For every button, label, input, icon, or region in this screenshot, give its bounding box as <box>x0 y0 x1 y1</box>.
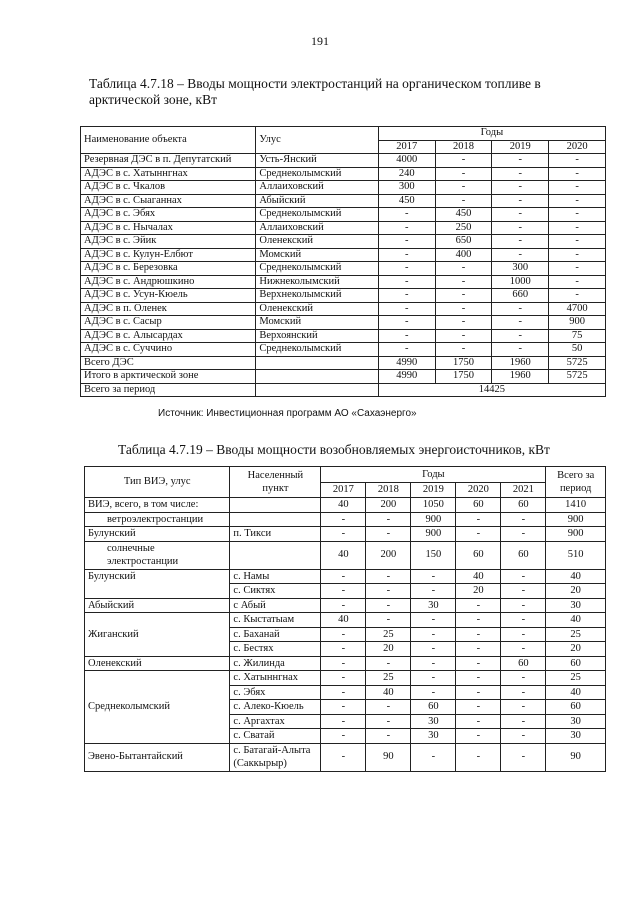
value-cell: - <box>501 714 546 729</box>
value-cell: - <box>378 235 435 249</box>
value-cell: - <box>492 181 549 195</box>
table-row <box>81 383 606 397</box>
value-cell: - <box>549 289 606 303</box>
object-name-cell: АДЭС в п. Оленек <box>81 302 256 316</box>
value-cell: 5725 <box>549 356 606 370</box>
value-cell: - <box>411 613 456 628</box>
value-cell: - <box>435 343 492 357</box>
ulus-cell: Среднеколымский <box>256 262 378 276</box>
settlement-cell <box>230 512 321 527</box>
power-plants-table <box>80 126 606 397</box>
value-cell: - <box>435 194 492 208</box>
value-cell: 40 <box>366 685 411 700</box>
ulus-cell: Момский <box>256 248 378 262</box>
period-total-label: Всего за период <box>81 383 256 397</box>
value-cell: 1000 <box>492 275 549 289</box>
value-cell: 900 <box>411 527 456 542</box>
column-header-settlement: Населенный пункт <box>230 467 321 498</box>
value-cell: - <box>435 316 492 330</box>
column-header-name: Наименование объекта <box>81 127 256 154</box>
value-cell: - <box>492 329 549 343</box>
value-cell: 400 <box>435 248 492 262</box>
value-cell: 660 <box>492 289 549 303</box>
value-cell: - <box>435 289 492 303</box>
settlement-cell: с. Эбях <box>230 685 321 700</box>
value-cell: - <box>549 248 606 262</box>
value-cell: - <box>378 208 435 222</box>
value-cell: 60 <box>501 541 546 569</box>
value-cell: 1050 <box>411 498 456 513</box>
type-ulus-cell: Оленекский <box>85 656 230 671</box>
object-name-cell: АДЭС в с. Эбях <box>81 208 256 222</box>
value-cell: 450 <box>435 208 492 222</box>
table-row <box>81 167 606 181</box>
type-ulus-cell: Среднеколымский <box>85 671 230 744</box>
value-cell: - <box>321 512 366 527</box>
value-cell: - <box>549 275 606 289</box>
table-row <box>85 498 606 513</box>
value-cell: - <box>366 598 411 613</box>
ulus-cell: Нижнеколымский <box>256 275 378 289</box>
value-cell: - <box>549 235 606 249</box>
ulus-cell: Аллаиховский <box>256 181 378 195</box>
column-header-year: 2017 <box>321 482 366 498</box>
column-header-years: Годы <box>321 467 546 483</box>
type-ulus-cell: Булунский <box>85 527 230 542</box>
value-cell: 900 <box>411 512 456 527</box>
object-name-cell: АДЭС в с. Сыаганнах <box>81 194 256 208</box>
value-cell: - <box>549 181 606 195</box>
value-cell: 60 <box>501 498 546 513</box>
total-cell: 900 <box>546 512 606 527</box>
settlement-cell: с. Алеко-Кюель <box>230 700 321 715</box>
value-cell: - <box>549 262 606 276</box>
value-cell: 250 <box>435 221 492 235</box>
value-cell: - <box>321 729 366 744</box>
value-cell: - <box>456 671 501 686</box>
total-cell: 40 <box>546 685 606 700</box>
table-row <box>81 370 606 384</box>
value-cell: 60 <box>411 700 456 715</box>
value-cell: - <box>378 329 435 343</box>
value-cell: - <box>456 613 501 628</box>
value-cell: - <box>366 512 411 527</box>
column-header-year: 2020 <box>456 482 501 498</box>
value-cell: - <box>501 743 546 771</box>
value-cell: - <box>321 685 366 700</box>
column-header-year: 2018 <box>435 140 492 154</box>
value-cell: - <box>456 627 501 642</box>
column-header-year: 2021 <box>501 482 546 498</box>
value-cell: - <box>456 527 501 542</box>
ulus-cell: Среднеколымский <box>256 167 378 181</box>
value-cell: - <box>456 598 501 613</box>
value-cell: - <box>549 208 606 222</box>
table-row <box>85 527 606 542</box>
ulus-cell: Оленекский <box>256 302 378 316</box>
total-cell: 60 <box>546 700 606 715</box>
object-name-cell: АДЭС в с. Хатыннгнах <box>81 167 256 181</box>
column-header-type: Тип ВИЭ, улус <box>85 467 230 498</box>
value-cell: - <box>435 167 492 181</box>
value-cell: - <box>366 656 411 671</box>
value-cell: - <box>492 221 549 235</box>
value-cell: - <box>378 289 435 303</box>
table-1-caption: Таблица 4.7.18 – Вводы мощности электростанций на органическом топливе в арктической зоне, кВт <box>89 76 541 107</box>
value-cell: - <box>549 194 606 208</box>
object-name-cell: АДЭС в с. Андрюшкино <box>81 275 256 289</box>
column-header-ulus: Улус <box>256 127 378 154</box>
value-cell: - <box>411 642 456 657</box>
value-cell: - <box>378 221 435 235</box>
type-ulus-cell: Абыйский <box>85 598 230 613</box>
value-cell: - <box>378 275 435 289</box>
table-row <box>85 541 606 569</box>
ulus-cell: Момский <box>256 316 378 330</box>
value-cell: - <box>492 235 549 249</box>
object-name-cell: АДЭС в с. Нычалах <box>81 221 256 235</box>
total-cell: 900 <box>546 527 606 542</box>
value-cell: - <box>321 527 366 542</box>
table-row <box>81 154 606 168</box>
value-cell: 30 <box>411 714 456 729</box>
column-header-year: 2017 <box>378 140 435 154</box>
value-cell: 650 <box>435 235 492 249</box>
page-number: 191 <box>311 34 329 48</box>
value-cell: 40 <box>456 569 501 584</box>
total-cell: 60 <box>546 656 606 671</box>
value-cell: - <box>492 343 549 357</box>
settlement-cell: с. Хатыннгнах <box>230 671 321 686</box>
value-cell: - <box>549 167 606 181</box>
value-cell: - <box>456 743 501 771</box>
value-cell: - <box>492 167 549 181</box>
empty-cell <box>256 383 378 397</box>
value-cell: - <box>378 316 435 330</box>
table-row <box>81 208 606 222</box>
value-cell: - <box>435 181 492 195</box>
ulus-cell <box>256 370 378 384</box>
value-cell: 25 <box>366 627 411 642</box>
value-cell: - <box>366 613 411 628</box>
table-1-source: Источник: Инвестиционная программ АО «Сахаэнерго» <box>158 408 417 419</box>
object-name-cell: АДЭС в с. Эйик <box>81 235 256 249</box>
settlement-cell: п. Тикси <box>230 527 321 542</box>
table-row <box>81 329 606 343</box>
value-cell: 900 <box>549 316 606 330</box>
value-cell: - <box>378 302 435 316</box>
object-name-cell: АДЭС в с. Кулун-Елбют <box>81 248 256 262</box>
value-cell: - <box>366 700 411 715</box>
value-cell: - <box>366 569 411 584</box>
ulus-cell: Усть-Янский <box>256 154 378 168</box>
settlement-cell: с. Бестях <box>230 642 321 657</box>
total-cell: 30 <box>546 714 606 729</box>
settlement-cell <box>230 498 321 513</box>
value-cell: 4990 <box>378 370 435 384</box>
value-cell: - <box>492 316 549 330</box>
value-cell: 30 <box>411 729 456 744</box>
value-cell: - <box>501 729 546 744</box>
value-cell: - <box>378 262 435 276</box>
value-cell: 60 <box>501 656 546 671</box>
table-row <box>81 181 606 195</box>
value-cell: - <box>435 262 492 276</box>
object-name-cell: АДЭС в с. Сасыр <box>81 316 256 330</box>
value-cell: 20 <box>456 584 501 599</box>
object-name-cell: Резервная ДЭС в п. Депутатский <box>81 154 256 168</box>
value-cell: 300 <box>378 181 435 195</box>
value-cell: 40 <box>321 613 366 628</box>
table-row <box>85 598 606 613</box>
value-cell: 200 <box>366 541 411 569</box>
value-cell: - <box>411 627 456 642</box>
table-row <box>81 248 606 262</box>
value-cell: 4000 <box>378 154 435 168</box>
value-cell: - <box>501 627 546 642</box>
value-cell: - <box>378 343 435 357</box>
object-name-cell: АДЭС в с. Усун-Кюель <box>81 289 256 303</box>
value-cell: 200 <box>366 498 411 513</box>
ulus-cell: Верхнеколымский <box>256 289 378 303</box>
settlement-cell: с. Батагай-Алыта (Саккырыр) <box>230 743 321 771</box>
value-cell: 450 <box>378 194 435 208</box>
ulus-cell: Среднеколымский <box>256 343 378 357</box>
value-cell: - <box>378 248 435 262</box>
table-row <box>85 671 606 686</box>
table-row <box>85 656 606 671</box>
total-cell: 40 <box>546 569 606 584</box>
value-cell: - <box>501 569 546 584</box>
ulus-cell: Аллаиховский <box>256 221 378 235</box>
value-cell: - <box>456 656 501 671</box>
value-cell: 40 <box>321 541 366 569</box>
value-cell: - <box>411 743 456 771</box>
table-row <box>81 221 606 235</box>
value-cell: - <box>456 700 501 715</box>
value-cell: 50 <box>549 343 606 357</box>
ulus-cell: Абыйский <box>256 194 378 208</box>
value-cell: - <box>411 671 456 686</box>
column-header-year: 2019 <box>492 140 549 154</box>
value-cell: - <box>549 221 606 235</box>
settlement-cell: с. Намы <box>230 569 321 584</box>
value-cell: 90 <box>366 743 411 771</box>
value-cell: - <box>492 302 549 316</box>
settlement-cell: с. Кыстатыам <box>230 613 321 628</box>
table-row <box>81 356 606 370</box>
value-cell: - <box>321 627 366 642</box>
value-cell: - <box>456 642 501 657</box>
total-cell: 20 <box>546 584 606 599</box>
value-cell: - <box>501 700 546 715</box>
ulus-cell: Среднеколымский <box>256 208 378 222</box>
value-cell: - <box>501 613 546 628</box>
table-row <box>81 289 606 303</box>
value-cell: - <box>321 642 366 657</box>
table-row <box>85 569 606 584</box>
value-cell: 60 <box>456 498 501 513</box>
settlement-cell <box>230 541 321 569</box>
value-cell: 1960 <box>492 370 549 384</box>
ulus-cell: Верхоянский <box>256 329 378 343</box>
table-row <box>85 613 606 628</box>
type-ulus-cell: Жиганский <box>85 613 230 657</box>
value-cell: 75 <box>549 329 606 343</box>
type-ulus-cell: ветроэлектростанции <box>85 512 230 527</box>
value-cell: 5725 <box>549 370 606 384</box>
total-cell: 25 <box>546 627 606 642</box>
value-cell: - <box>321 584 366 599</box>
total-cell: 1410 <box>546 498 606 513</box>
value-cell: 240 <box>378 167 435 181</box>
value-cell: - <box>321 700 366 715</box>
value-cell: - <box>456 685 501 700</box>
column-header-year: 2019 <box>411 482 456 498</box>
value-cell: - <box>501 685 546 700</box>
table-row <box>85 743 606 771</box>
settlement-cell: с. Жилинда <box>230 656 321 671</box>
total-cell: 30 <box>546 598 606 613</box>
object-name-cell: АДЭС в с. Суччино <box>81 343 256 357</box>
type-ulus-cell: ВИЭ, всего, в том числе: <box>85 498 230 513</box>
value-cell: - <box>321 656 366 671</box>
table-row <box>81 302 606 316</box>
total-cell: 20 <box>546 642 606 657</box>
total-cell: 90 <box>546 743 606 771</box>
column-header-year: 2018 <box>366 482 411 498</box>
value-cell: 1750 <box>435 356 492 370</box>
value-cell: 60 <box>456 541 501 569</box>
table-row <box>81 343 606 357</box>
value-cell: 30 <box>411 598 456 613</box>
object-name-cell: Итого в арктической зоне <box>81 370 256 384</box>
value-cell: - <box>492 208 549 222</box>
column-header-total: Всего за период <box>546 467 606 498</box>
value-cell: - <box>321 714 366 729</box>
value-cell: - <box>501 512 546 527</box>
value-cell: - <box>501 598 546 613</box>
value-cell: - <box>366 714 411 729</box>
value-cell: - <box>411 656 456 671</box>
object-name-cell: АДЭС в с. Березовка <box>81 262 256 276</box>
table-row <box>81 194 606 208</box>
value-cell: - <box>501 642 546 657</box>
value-cell: - <box>411 685 456 700</box>
value-cell: - <box>456 512 501 527</box>
table-row <box>85 512 606 527</box>
value-cell: - <box>366 527 411 542</box>
type-ulus-cell: Булунский <box>85 569 230 598</box>
value-cell: - <box>492 194 549 208</box>
table-row <box>81 316 606 330</box>
value-cell: - <box>321 743 366 771</box>
value-cell: 1960 <box>492 356 549 370</box>
settlement-cell: с. Баханай <box>230 627 321 642</box>
value-cell: - <box>501 527 546 542</box>
type-ulus-cell: Эвено-Бытантайский <box>85 743 230 771</box>
value-cell: - <box>456 714 501 729</box>
value-cell: - <box>501 584 546 599</box>
value-cell: - <box>435 302 492 316</box>
value-cell: - <box>411 569 456 584</box>
value-cell: - <box>549 154 606 168</box>
value-cell: 4990 <box>378 356 435 370</box>
object-name-cell: Всего ДЭС <box>81 356 256 370</box>
type-ulus-cell: солнечные электростанции <box>85 541 230 569</box>
total-cell: 510 <box>546 541 606 569</box>
table-2-caption: Таблица 4.7.19 – Вводы мощности возобновляемых энергоисточников, кВт <box>118 442 550 457</box>
value-cell: - <box>435 329 492 343</box>
settlement-cell: с Абый <box>230 598 321 613</box>
ulus-cell: Оленекский <box>256 235 378 249</box>
total-cell: 25 <box>546 671 606 686</box>
object-name-cell: АДЭС в с. Алысардах <box>81 329 256 343</box>
value-cell: - <box>321 569 366 584</box>
value-cell: - <box>321 671 366 686</box>
value-cell: - <box>366 729 411 744</box>
table-row <box>81 262 606 276</box>
value-cell: - <box>501 671 546 686</box>
settlement-cell: с. Аргахтах <box>230 714 321 729</box>
table-row <box>81 275 606 289</box>
value-cell: 4700 <box>549 302 606 316</box>
value-cell: - <box>435 275 492 289</box>
value-cell: - <box>321 598 366 613</box>
period-total-value: 14425 <box>378 383 605 397</box>
column-header-year: 2020 <box>549 140 606 154</box>
value-cell: - <box>492 154 549 168</box>
value-cell: - <box>366 584 411 599</box>
object-name-cell: АДЭС в с. Чкалов <box>81 181 256 195</box>
renewables-table <box>84 466 606 772</box>
column-header-years: Годы <box>378 127 605 141</box>
total-cell: 40 <box>546 613 606 628</box>
value-cell: 150 <box>411 541 456 569</box>
value-cell: - <box>435 154 492 168</box>
ulus-cell <box>256 356 378 370</box>
total-cell: 30 <box>546 729 606 744</box>
value-cell: - <box>492 248 549 262</box>
value-cell: 25 <box>366 671 411 686</box>
value-cell: - <box>456 729 501 744</box>
table-row <box>81 235 606 249</box>
value-cell: - <box>411 584 456 599</box>
settlement-cell: с. Сватай <box>230 729 321 744</box>
value-cell: 1750 <box>435 370 492 384</box>
value-cell: 40 <box>321 498 366 513</box>
value-cell: 20 <box>366 642 411 657</box>
settlement-cell: с. Сиктях <box>230 584 321 599</box>
value-cell: 300 <box>492 262 549 276</box>
